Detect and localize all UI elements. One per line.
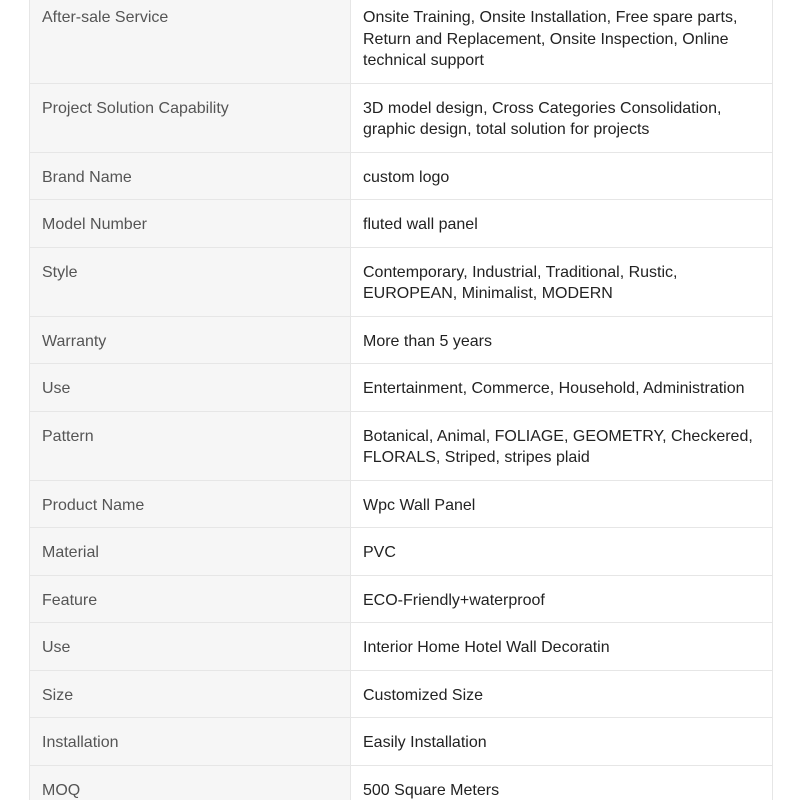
spec-value: custom logo <box>351 152 773 200</box>
spec-value: 500 Square Meters <box>351 765 773 800</box>
spec-value: Wpc Wall Panel <box>351 480 773 528</box>
spec-value: Easily Installation <box>351 718 773 766</box>
spec-row-after-sale-service <box>30 0 773 83</box>
spec-label: Brand Name <box>30 152 351 200</box>
spec-row-style <box>30 247 773 316</box>
spec-label: Use <box>30 623 351 671</box>
spec-label: Style <box>30 247 351 316</box>
spec-row-pattern <box>30 411 773 480</box>
spec-label: After-sale Service <box>30 0 351 83</box>
spec-label: Product Name <box>30 480 351 528</box>
spec-row-use-interior <box>30 623 773 671</box>
spec-label: Material <box>30 528 351 576</box>
spec-row-feature <box>30 575 773 623</box>
spec-label: Use <box>30 364 351 412</box>
spec-value: PVC <box>351 528 773 576</box>
spec-row-project-solution-capability <box>30 83 773 152</box>
spec-row-brand-name <box>30 152 773 200</box>
spec-label: Model Number <box>30 200 351 248</box>
spec-row-size <box>30 670 773 718</box>
spec-row-installation <box>30 718 773 766</box>
spec-row-warranty <box>30 316 773 364</box>
spec-value: 3D model design, Cross Categories Consolidation, graphic design, total solution for projects <box>351 83 773 152</box>
spec-value: Contemporary, Industrial, Traditional, Rustic, EUROPEAN, Minimalist, MODERN <box>351 247 773 316</box>
spec-label: Pattern <box>30 411 351 480</box>
spec-label: Size <box>30 670 351 718</box>
spec-label: Feature <box>30 575 351 623</box>
spec-label: MOQ <box>30 765 351 800</box>
spec-row-moq <box>30 765 773 800</box>
spec-label: Installation <box>30 718 351 766</box>
spec-row-model-number <box>30 200 773 248</box>
spec-value: Entertainment, Commerce, Household, Administration <box>351 364 773 412</box>
spec-value: Botanical, Animal, FOLIAGE, GEOMETRY, Checkered, FLORALS, Striped, stripes plaid <box>351 411 773 480</box>
spec-value: Interior Home Hotel Wall Decoratin <box>351 623 773 671</box>
spec-value: Customized Size <box>351 670 773 718</box>
spec-label: Warranty <box>30 316 351 364</box>
spec-label: Project Solution Capability <box>30 83 351 152</box>
spec-row-product-name <box>30 480 773 528</box>
spec-value: ECO-Friendly+waterproof <box>351 575 773 623</box>
spec-value: Onsite Training, Onsite Installation, Free spare parts, Return and Replacement, Onsite Inspection, Online technical support <box>351 0 773 83</box>
spec-row-material <box>30 528 773 576</box>
spec-value: More than 5 years <box>351 316 773 364</box>
spec-row-use <box>30 364 773 412</box>
product-spec-table <box>29 0 773 800</box>
spec-value: fluted wall panel <box>351 200 773 248</box>
